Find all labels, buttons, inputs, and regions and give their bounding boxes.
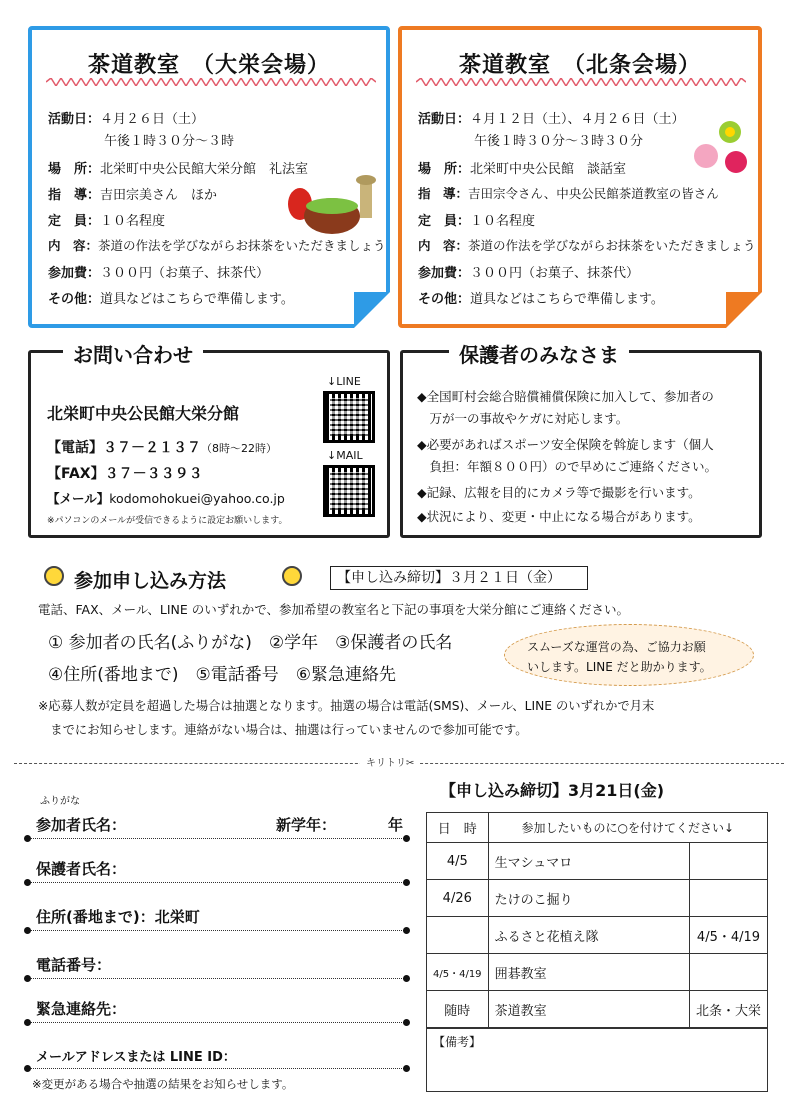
form-line bbox=[28, 1022, 406, 1023]
instructor-row: 指 導：吉田宗令さん、中央公民館茶道教室の皆さん bbox=[418, 186, 719, 201]
guardian-note: ◆状況により、変更・中止になる場合があります。 bbox=[417, 509, 701, 524]
content-row: 内 容：茶道の作法を学びながらお抹茶をいただきましょう bbox=[418, 238, 756, 253]
lightbulb-icon bbox=[282, 566, 302, 586]
wave-decoration bbox=[416, 78, 746, 86]
event-date: 随時 bbox=[427, 991, 489, 1028]
contact-title: お問い合わせ bbox=[63, 339, 203, 368]
apply-title: 参加申し込み方法 bbox=[74, 570, 227, 592]
activity-time-row: 午後１時３０分～３時３０分 bbox=[474, 134, 644, 149]
contact-box bbox=[28, 343, 390, 538]
card-hojo bbox=[398, 26, 762, 328]
apply-intro: 電話、FAX、メール、LINE のいずれかで、参加希望の教室名と下記の事項を大栄分館にご連絡ください。 bbox=[38, 602, 630, 617]
event-dates-extra[interactable]: 4/5・4/19 bbox=[689, 917, 767, 954]
table-row[interactable] bbox=[427, 991, 768, 1028]
required-items-row2: ④住所(番地まで) ⑤電話番号 ⑥緊急連絡先 bbox=[48, 665, 396, 685]
guardian-note: 負担：年額８００円）ので早めにご連絡ください。 bbox=[417, 459, 718, 474]
content-row: 内 容：茶道の作法を学びながらお抹茶をいただきましょう bbox=[48, 238, 386, 253]
instructor-row: 指 導：吉田宗美さん ほか bbox=[48, 188, 218, 203]
mail-line: 【メール】kodomohokuei@yahoo.co.jp bbox=[47, 491, 285, 506]
email-line-id-label: メールアドレスまたは LINE ID： bbox=[36, 1050, 236, 1065]
form-line bbox=[28, 882, 406, 883]
guardian-note: ◆全国町村会総合賠償補償保険に加入して、参加者の bbox=[417, 389, 714, 404]
fax-line: 【FAX】３７－３３９３ bbox=[47, 466, 203, 482]
guardian-note: 万が一の事故やケガに対応します。 bbox=[417, 411, 629, 426]
guardian-note: ◆必要があればスポーツ安全保険を斡旋します（個人 bbox=[417, 437, 714, 452]
card-title: 茶道教室 （北条会場） bbox=[458, 53, 701, 78]
activity-date-row: 活動日：４月２６日（土） bbox=[48, 112, 205, 127]
table-row[interactable] bbox=[427, 880, 768, 917]
mail-note: ※パソコンのメールが受信できるように設定お願いします。 bbox=[47, 516, 288, 526]
page-fold bbox=[726, 292, 762, 328]
guardians-box bbox=[400, 343, 762, 538]
place-row: 場 所：北栄町中央公民館 談話室 bbox=[418, 162, 627, 177]
event-name: ふるさと花植え隊 bbox=[488, 917, 689, 954]
event-name: 囲碁教室 bbox=[488, 954, 689, 991]
fee-row: 参加費：３００円（お菓子、抹茶代） bbox=[48, 266, 270, 281]
page-fold bbox=[354, 292, 390, 328]
card-daiei bbox=[28, 26, 390, 328]
table-header-row bbox=[427, 813, 768, 843]
form-footnote: ※変更がある場合や抽選の結果をお知らせします。 bbox=[32, 1077, 294, 1091]
other-row: その他：道具などはこちらで準備します。 bbox=[418, 292, 664, 307]
remarks-box[interactable] bbox=[426, 1028, 768, 1092]
phone-line: 【電話】３７－２１３７（8時～22時） bbox=[47, 440, 277, 456]
table-row[interactable] bbox=[427, 843, 768, 880]
grade-label: 新学年： bbox=[276, 816, 337, 834]
event-table bbox=[426, 812, 768, 1028]
table-row[interactable] bbox=[427, 917, 768, 954]
capacity-row: 定 員：１０名程度 bbox=[418, 214, 536, 229]
event-select-cell[interactable] bbox=[689, 880, 767, 917]
org-name: 北栄町中央公民館大栄分館 bbox=[47, 404, 240, 423]
event-venue-extra[interactable]: 北条・大栄 bbox=[689, 991, 767, 1028]
event-name: 茶道教室 bbox=[488, 991, 689, 1028]
header-instructions: 参加したいものに○を付けてください↓ bbox=[488, 813, 767, 843]
capacity-row: 定 員：１０名程度 bbox=[48, 214, 166, 229]
furigana-label: ふりがな bbox=[40, 796, 80, 807]
wave-decoration bbox=[46, 78, 376, 86]
activity-date-row: 活動日：４月１２日（土）、４月２６日（土） bbox=[418, 112, 685, 127]
fee-row: 参加費：３００円（お菓子、抹茶代） bbox=[418, 266, 640, 281]
activity-time-row: 午後１時３０分～３時 bbox=[104, 134, 235, 149]
card-title: 茶道教室 （大栄会場） bbox=[87, 53, 330, 78]
event-select-cell[interactable] bbox=[689, 954, 767, 991]
guardian-note: ◆記録、広報を目的にカメラ等で撮影を行います。 bbox=[417, 485, 701, 500]
bubble-line: スムーズな運営の為、ご協力お願 bbox=[527, 640, 706, 654]
place-row: 場 所：北栄町中央公民館大栄分館 礼法室 bbox=[48, 162, 309, 177]
grade-unit: 年 bbox=[388, 816, 404, 834]
header-date: 日 時 bbox=[427, 813, 489, 843]
participant-name-label: 参加者氏名： bbox=[36, 816, 127, 834]
guardian-name-label: 保護者氏名： bbox=[36, 860, 127, 878]
line-label: ↓LINE bbox=[327, 375, 361, 388]
form-line bbox=[28, 978, 406, 979]
event-name: 生マシュマロ bbox=[488, 843, 689, 880]
event-date bbox=[427, 917, 489, 954]
event-date: 4/5・4/19 bbox=[427, 954, 489, 991]
bubble-line: いします。LINE だと助かります。 bbox=[527, 660, 712, 674]
cut-label: キリトリ✂ bbox=[360, 754, 420, 769]
other-row: その他：道具などはこちらで準備します。 bbox=[48, 292, 294, 307]
line-qr-code[interactable] bbox=[323, 391, 375, 443]
cooperation-bubble bbox=[504, 624, 754, 686]
tea-bowl-icon bbox=[282, 170, 382, 240]
guardians-title: 保護者のみなさま bbox=[449, 339, 629, 368]
event-date: 4/5 bbox=[427, 843, 489, 880]
event-date: 4/26 bbox=[427, 880, 489, 917]
phone-number-label: 電話番号： bbox=[36, 956, 112, 974]
form-line bbox=[28, 838, 406, 839]
address-label: 住所(番地まで)：北栄町 bbox=[36, 908, 200, 926]
emergency-contact-label: 緊急連絡先： bbox=[36, 1000, 127, 1018]
mail-qr-label: ↓MAIL bbox=[327, 449, 363, 462]
lottery-note: までにお知らせします。連絡がない場合は、抽選は行っていませんので参加可能です。 bbox=[38, 723, 528, 737]
form-line bbox=[28, 1068, 406, 1069]
form-line bbox=[28, 930, 406, 931]
remarks-label: 【備考】 bbox=[433, 1035, 482, 1049]
event-name: たけのこ掘り bbox=[488, 880, 689, 917]
lightbulb-icon bbox=[44, 566, 64, 586]
deadline-box: 【申し込み締切】３月２１日（金） bbox=[330, 566, 588, 590]
event-select-cell[interactable] bbox=[689, 843, 767, 880]
required-items-row1: ① 参加者の氏名(ふりがな) ②学年 ③保護者の氏名 bbox=[48, 633, 453, 653]
mail-qr-code[interactable] bbox=[323, 465, 375, 517]
table-row[interactable] bbox=[427, 954, 768, 991]
table-deadline: 【申し込み締切】3月21日(金) bbox=[440, 781, 665, 800]
lottery-note: ※応募人数が定員を超過した場合は抽選となります。抽選の場合は電話(SMS)、メール、LINE のいずれかで月末 bbox=[38, 699, 655, 713]
wagashi-icon bbox=[688, 118, 754, 178]
